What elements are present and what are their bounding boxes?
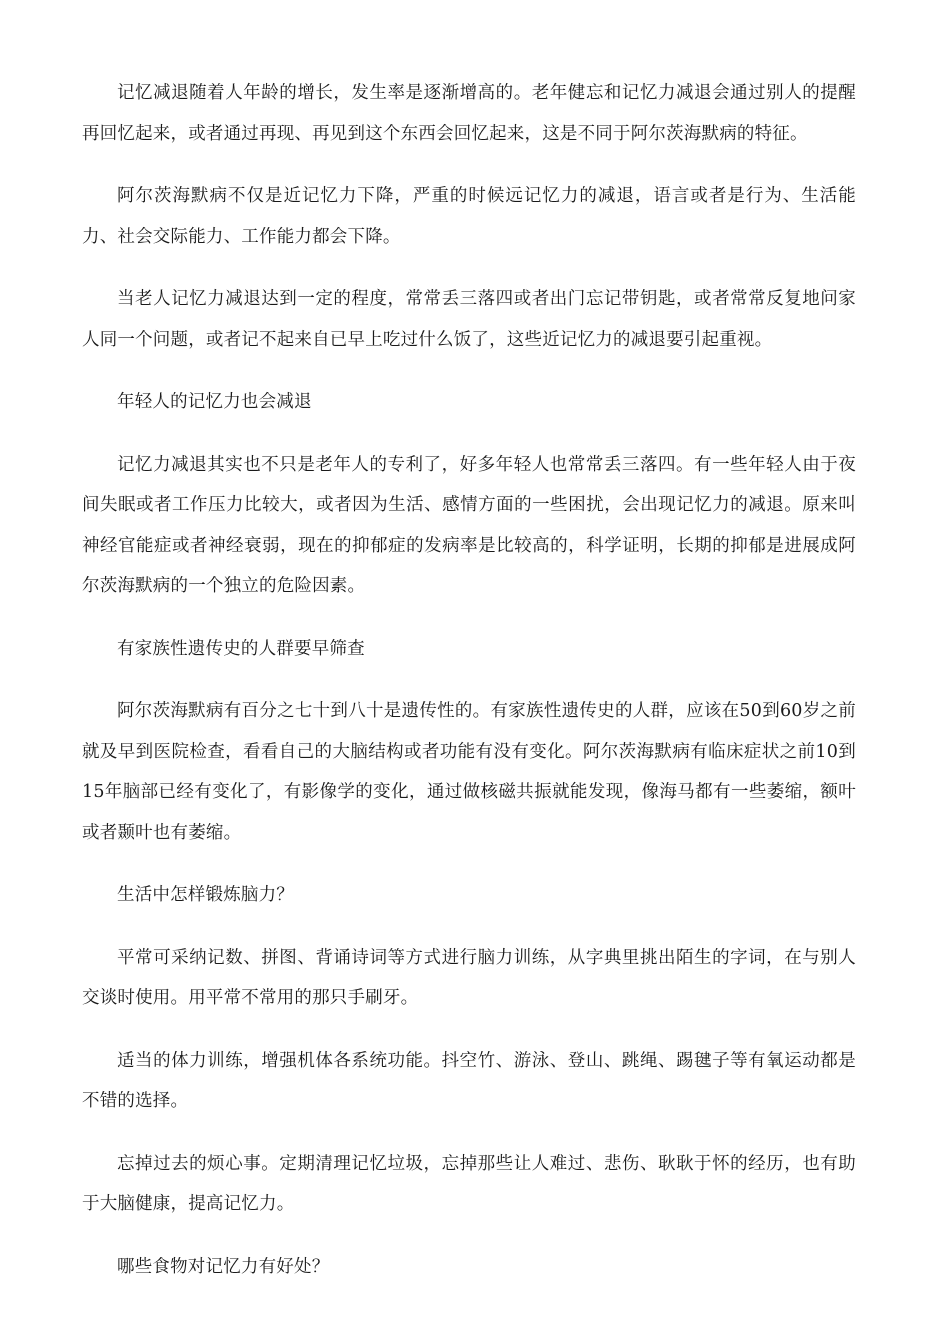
paragraph: 平常可采纳记数、拼图、背诵诗词等方式进行脑力训练，从字典里挑出陌生的字词，在与别人交谈时使用。用平常不常用的那只手刷牙。 [82, 947, 856, 1008]
paragraph: 记忆力减退其实也不只是老年人的专利了，好多年轻人也常常丢三落四。有一些年轻人由于夜间失眠或者工作压力比较大，或者因为生活、感情方面的一些困扰，会出现记忆力的减退。原来叫神经官能症或者神经衰弱，现在的抑郁症的发病率是比较高的，科学证明，长期的抑郁是进展成阿尔茨海默病的一个独立的危险因素。 [82, 454, 856, 596]
paragraph: 记忆减退随着人年龄的增长，发生率是逐渐增高的。老年健忘和记忆力减退会通过别人的提醒再回忆起来，或者通过再现、再见到这个东西会回忆起来，这是不同于阿尔茨海默病的特征。 [82, 83, 856, 144]
document-body [82, 73, 856, 1309]
paragraph: 当老人记忆力减退达到一定的程度，常常丢三落四或者出门忘记带钥匙，或者常常反复地问家人同一个问题，或者记不起来自已早上吃过什么饭了，这些近记忆力的减退要引起重视。 [82, 289, 856, 350]
section-heading: 有家族性遗传史的人群要早筛查 [117, 638, 365, 659]
section-heading: 哪些食物对记忆力有好处？ [117, 1256, 330, 1277]
paragraph: 阿尔茨海默病不仅是近记忆力下降，严重的时候远记忆力的减退，语言或者是行为、生活能力、社会交际能力、工作能力都会下降。 [82, 186, 856, 247]
paragraph: 阿尔茨海默病有百分之七十到八十是遗传性的。有家族性遗传史的人群，应该在50到60岁之前就及早到医院检查，看看自己的大脑结构或者功能有没有变化。阿尔茨海默病有临床症状之前10到15年脑部已经有变化了，有影像学的变化，通过做核磁共振就能发现，像海马都有一些萎缩，额叶或者颞叶也有萎缩。 [82, 701, 856, 843]
paragraph: 适当的体力训练，增强机体各系统功能。抖空竹、游泳、登山、跳绳、踢毽子等有氧运动都是不错的选择。 [82, 1050, 856, 1111]
section-heading: 生活中怎样锻炼脑力？ [117, 885, 294, 905]
paragraph: 忘掉过去的烦心事。定期清理记忆垃圾，忘掉那些让人难过、悲伤、耿耿于怀的经历，也有助于大脑健康，提高记忆力。 [82, 1153, 856, 1214]
section-heading: 年轻人的记忆力也会减退 [117, 392, 312, 412]
